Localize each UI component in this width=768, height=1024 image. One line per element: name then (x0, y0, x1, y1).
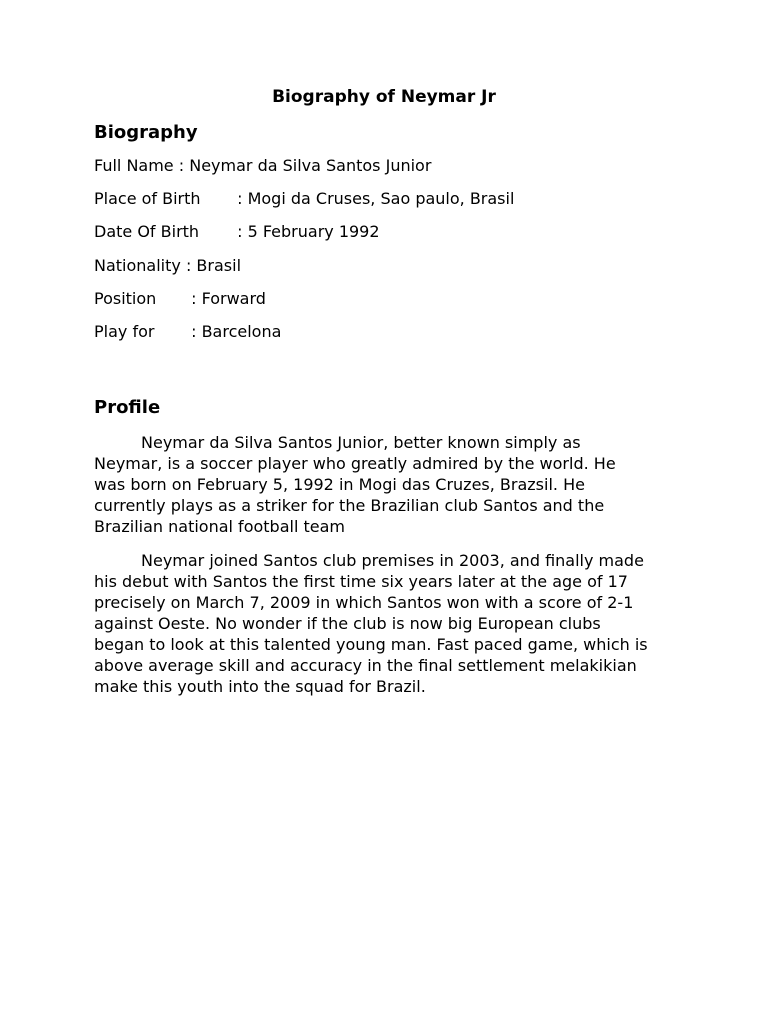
field-value: : Neymar da Silva Santos Junior (178, 156, 432, 175)
field-value: : 5 February 1992 (237, 222, 380, 241)
paragraph-line: make this youth into the squad for Brazil. (94, 677, 426, 696)
field-place-of-birth (94, 189, 514, 209)
field-label: Play for (94, 322, 155, 341)
biography-heading: Biography (94, 122, 198, 143)
field-label: Place of Birth (94, 189, 201, 208)
field-label: Nationality (94, 256, 181, 275)
paragraph-line: against Oeste. No wonder if the club is now big European clubs (94, 614, 601, 633)
field-value: : Mogi da Cruses, Sao paulo, Brasil (237, 189, 515, 208)
field-play-for (94, 322, 281, 342)
paragraph-line: currently plays as a striker for the Brazilian club Santos and the (94, 496, 605, 515)
field-full-name (94, 156, 431, 176)
field-label: Date Of Birth (94, 222, 200, 241)
field-date-of-birth (94, 222, 380, 242)
paragraph-line: above average skill and accuracy in the final settlement melakikian (94, 656, 637, 675)
paragraph-line: his debut with Santos the first time six years later at the age of 17 (94, 572, 628, 591)
paragraph-line: precisely on March 7, 2009 in which Santos won with a score of 2-1 (94, 593, 634, 612)
paragraph-line: began to look at this talented young man. Fast paced game, which is (94, 635, 648, 654)
paragraph-line: Neymar da Silva Santos Junior, better known simply as (141, 433, 581, 452)
field-position (94, 289, 266, 309)
paragraph-line: was born on February 5, 1992 in Mogi das Cruzes, Brazsil. He (94, 475, 585, 494)
field-value: : Barcelona (191, 322, 282, 341)
profile-heading: Profile (94, 397, 161, 418)
profile-paragraph-2 (94, 550, 684, 697)
profile-paragraph-1 (94, 432, 684, 537)
field-value: : Forward (191, 289, 266, 308)
field-label: Full Name (94, 156, 174, 175)
field-nationality (94, 256, 241, 276)
paragraph-line: Brazilian national football team (94, 517, 345, 536)
field-value: : Brasil (185, 256, 242, 275)
field-label: Position (94, 289, 157, 308)
document-title: Biography of Neymar Jr (272, 87, 496, 107)
paragraph-line: Neymar joined Santos club premises in 2003, and finally made (141, 551, 644, 570)
paragraph-line: Neymar, is a soccer player who greatly admired by the world. He (94, 454, 616, 473)
